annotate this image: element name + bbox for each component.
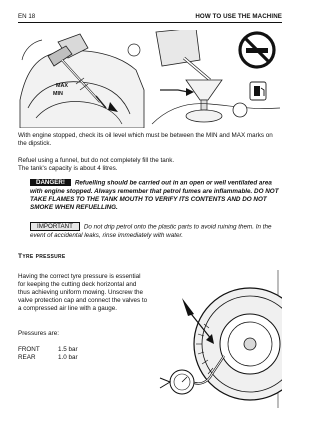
min-mark-label: MIN [53,91,63,97]
pressure-row-rear [18,354,78,362]
oil-dipstick-illustration [18,30,146,128]
danger-notice [30,179,284,212]
refuel-paragraph: Refuel using a funnel, but do not completely fill the tank. [18,157,175,164]
pressure-value: 1.5 bar [58,346,78,353]
section-title: HOW TO USE THE MACHINE [195,13,282,20]
important-text: Do not drip petrol onto the plastic parts to avoid ruining them. In the event of accidental leaks, rinse immediately with water. [30,223,272,239]
tyre-valve-illustration [152,270,282,408]
important-notice [30,222,284,240]
danger-badge: DANGER! [30,179,71,186]
important-badge: IMPORTANT [30,222,80,231]
capacity-paragraph: The tank's capacity is about 4 litres. [18,165,118,172]
page-number: EN 18 [18,13,36,20]
tyre-pressure-heading: Tyre pressure [18,253,66,260]
pressure-table [18,346,78,362]
max-mark-label: MAX [56,83,68,89]
dipstick-paragraph: With engine stopped, check its oil level which must be between the MIN and MAX marks on the dipstick. [18,132,273,148]
danger-text: Refuelling should be carried out in an open or well ventilated area with engine stopped. Always remember that petrol fumes are inflammable. DO NOT TAKE FLAMES TO THE TANK MOUTH TO VERIFY ITS CONTENTS AND DO NOT SMOKE WHEN REFUELLING. [30,179,279,212]
page-header [18,12,282,23]
pressure-value: 1.0 bar [58,354,78,362]
pressure-row-front [18,346,78,354]
pressures-label: Pressures are: [18,330,59,337]
pressure-position: FRONT [18,346,40,353]
refuelling-illustration [150,30,282,128]
tyre-pressure-paragraph: Having the correct tyre pressure is essential for keeping the cutting deck horizontal and thus achieving uniform mowing. Unscrew the valve protection cap and connect the valves to a compressed air line with a gauge. [18,273,148,313]
pressure-position: REAR [18,354,36,362]
